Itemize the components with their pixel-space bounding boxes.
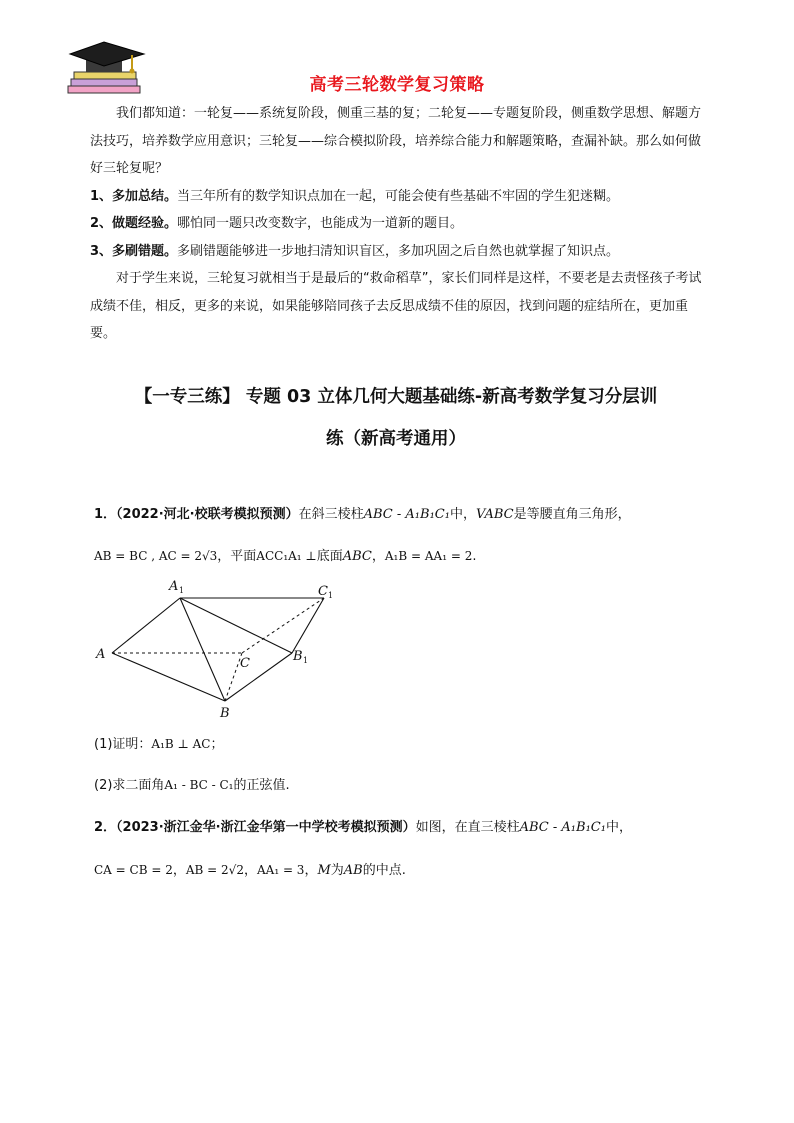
intro-section [90,100,702,348]
label-a: A [96,647,106,662]
point-2 [90,210,702,238]
point-3-head: 3、多刷错题。 [90,243,178,259]
question-1-condition-2: A₁B = AA₁ = 2 [384,549,473,563]
label-a1: A [169,579,179,594]
question-2-text: 的中点. [362,863,406,878]
question-1-line-2 [94,545,704,564]
point-3-text: 多刷错题能够进一步地扫清知识盲区，多加巩固之后自然也就掌握了知识点。 [177,243,620,259]
question-2-prism: ABC - A₁B₁C₁ [519,820,606,835]
question-1-part-2 [94,774,704,793]
question-1-condition-1: AB = BC , AC = 2√3 [94,549,218,563]
question-2-text: ， [172,863,186,878]
edge-a-b [112,653,225,701]
hidden-edge-c-c1 [242,598,324,653]
closing-paragraph: 对于学生来说，三轮复习就相当于是最后的“救命稻草”，家长们同样是这样，不要老是去责怪孩子考试成绩不佳，相反，更多的来说，如果能够陪同孩子去反思成绩不佳的原因，找到问题的症结所在，更加重要。 [90,271,702,341]
point-2-head: 2、做题经验。 [90,216,178,231]
edge-a-a1 [112,598,180,653]
part-1-math: A₁B ⊥ AC [151,737,211,751]
question-2-segment-ab: AB [343,863,363,878]
question-2-condition-1: CA = CB = 2 [94,863,173,877]
label-b: B [220,706,230,721]
part-2-math: A₁ - BC - C₁ [164,778,234,792]
question-1-text: ， [371,549,385,564]
question-2-text: 中， [605,820,632,835]
intro-paragraph: 我们都知道：一轮复——系统复阶段，侧重三基的复；二轮复——专题复阶段，侧重数学思想、解题方法技巧，培养数学应用意识；三轮复——综合模拟阶段，培养综合能力和解题策略，查漏补缺。那么如何做好三轮复呢？ [90,106,702,176]
prism-figure [92,568,352,728]
question-2-condition-3: AA₁ = 3 [256,863,305,877]
point-2-text: 哪怕同一题只改变数字，也能成为一道新的题目。 [177,216,464,231]
question-2-condition-2: AB = 2√2 [185,863,244,877]
edge-b-b1 [225,653,292,701]
question-2-line-2 [94,859,704,878]
question-1-line-1 [94,503,704,522]
edge-a1-b [180,598,225,701]
question-2-text: 如图，在直三棱柱 [415,820,520,835]
banner-title: 高考三轮数学复习策略 [309,75,485,95]
question-2-source: （2023·浙江金华·浙江金华第一中学校考模拟预测） [116,820,416,835]
question-2-line-1 [94,816,704,835]
edge-a1-b1 [180,598,292,653]
part-1-end: ； [210,737,224,752]
edge-c1-b1 [292,598,324,653]
question-1-text: 底面 [316,549,343,564]
question-1-source: （2022·河北·校联考模拟预测） [116,507,299,522]
question-1-text: . [472,549,477,564]
label-c1-sub: 1 [328,591,334,600]
question-2-point-m: M [317,863,331,878]
label-b1-sub: 1 [303,656,309,665]
part-2-end: 的正弦值. [233,778,290,793]
question-2-text: ， [243,863,257,878]
question-1-text: 中， [449,507,476,522]
question-1-prism: ABC - A₁B₁C₁ [363,507,450,522]
label-b1: B [293,649,303,664]
point-1-head: 1、多加总结。 [90,188,178,204]
question-1-plane: ACC₁A₁ ⊥ [256,549,317,563]
part-2-label: (2)求二面角 [94,778,165,793]
question-2-text: 为 [330,863,344,878]
question-1-base: ABC [342,549,372,564]
label-c: C [240,656,250,671]
question-1-part-1 [94,733,704,752]
question-1-number: 1． [94,507,117,522]
question-1-text: ，平面 [217,549,257,564]
question-1-text: 在斜三棱柱 [298,507,364,522]
document-title-line-2: 练（新高考通用） [326,429,466,449]
part-1-label: (1)证明： [94,737,152,752]
question-2-number: 2． [94,820,117,835]
document-title [90,376,702,460]
label-c1: C [318,584,328,599]
label-a1-sub: 1 [179,586,185,595]
point-1 [90,183,702,211]
point-1-text: 当三年所有的数学知识点加在一起，可能会使有些基础不牢固的学生犯迷糊。 [177,188,620,204]
question-1-triangle: VABC [475,507,514,522]
question-1-text: 是等腰直角三角形， [513,507,631,522]
document-title-line-1: 【一专三练】 专题 03 立体几何大题基础练-新高考数学复习分层训 [134,387,658,407]
question-2-text: ， [304,863,318,878]
point-3 [90,238,702,266]
